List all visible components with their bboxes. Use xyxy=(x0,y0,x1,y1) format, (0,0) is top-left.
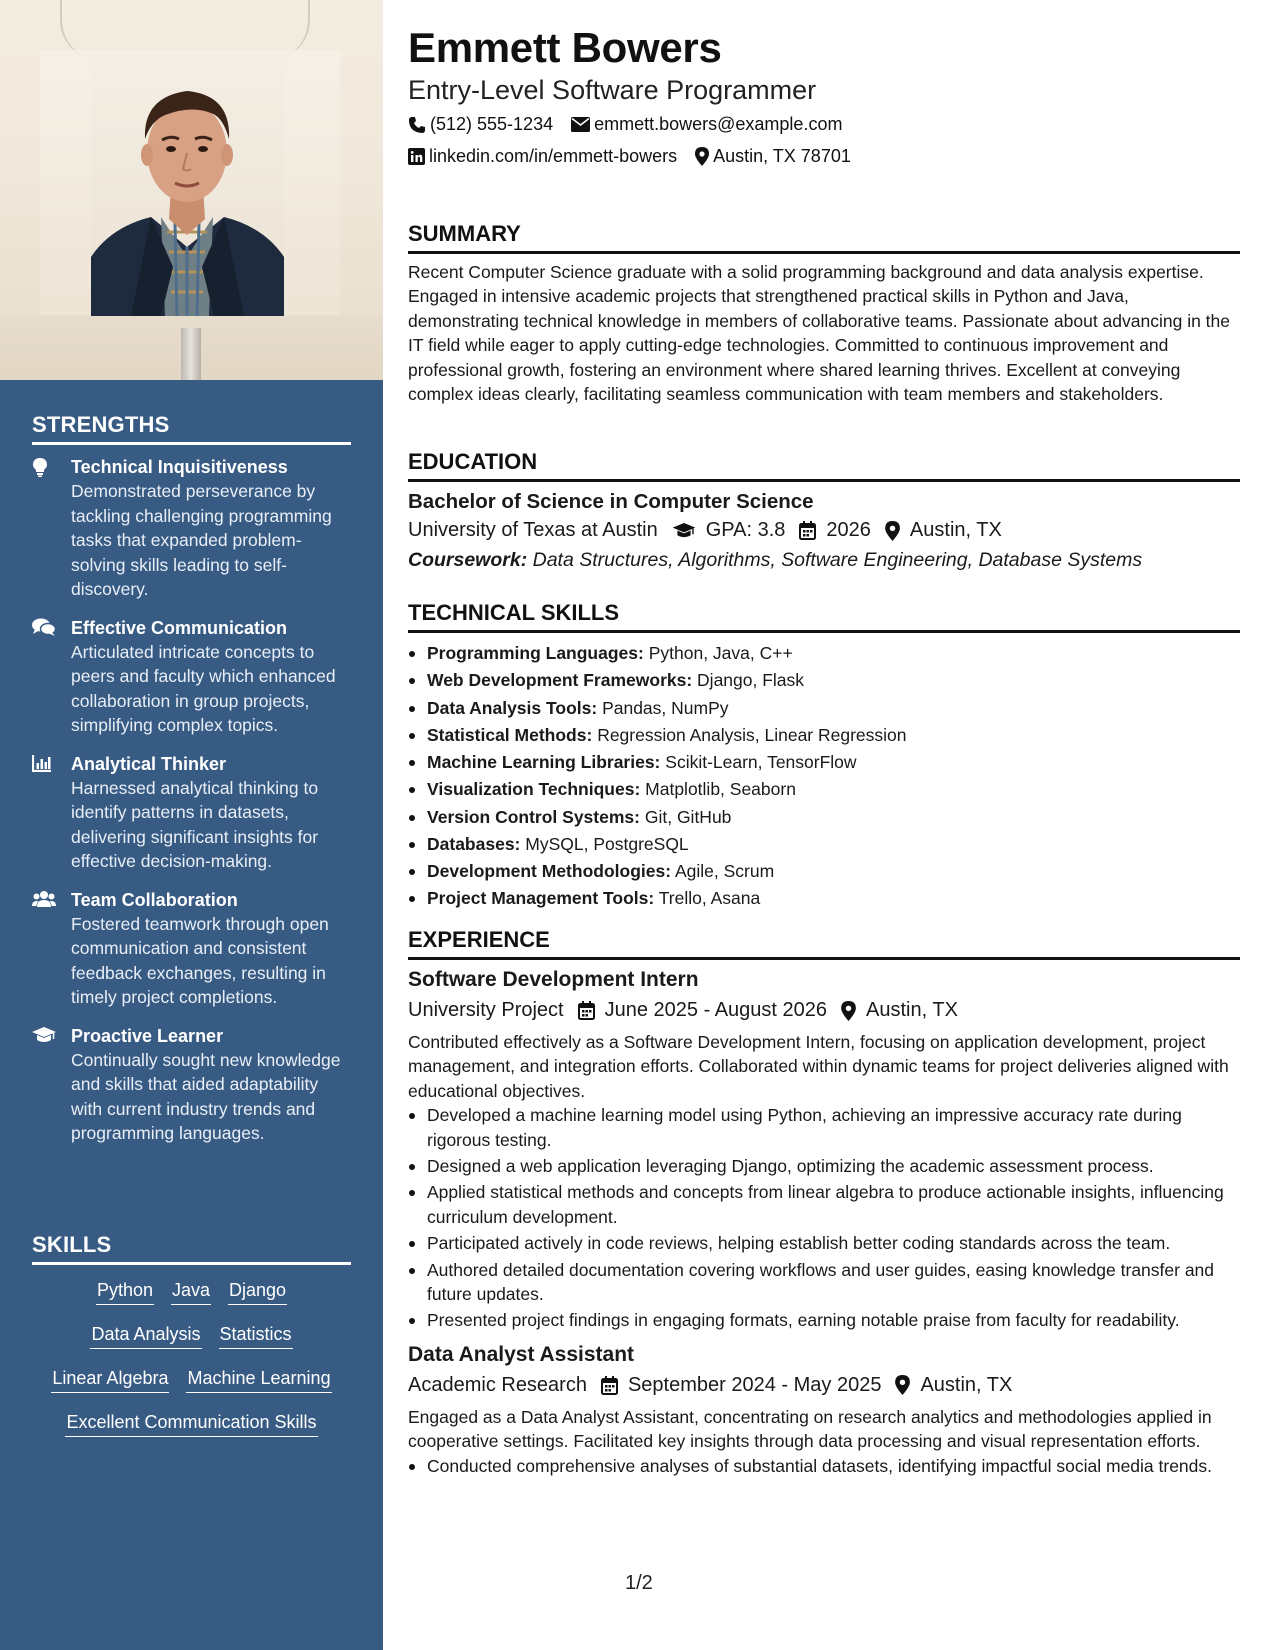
strength-description: Articulated intricate concepts to peers and faculty which enhanced collaboration in group projects, simplifying complex topics. xyxy=(71,641,336,735)
skills-tags xyxy=(32,1279,351,1437)
job-meta xyxy=(408,1374,1240,1397)
gpa-text: GPA: 3.8 xyxy=(705,519,786,541)
education-location-item xyxy=(885,519,1002,542)
graduation-cap-icon xyxy=(672,522,696,539)
technical-skill-item: Visualization Techniques: Matplotlib, Seaborn xyxy=(408,777,1240,801)
summary-heading: SUMMARY xyxy=(408,221,1240,254)
phone-text: (512) 555-1234 xyxy=(430,114,554,134)
comments-icon xyxy=(32,618,54,638)
strengths-heading: STRENGTHS xyxy=(32,412,351,445)
job-dates-item xyxy=(578,999,827,1022)
job-bullet: Presented project findings in engaging formats, earning notable praise from faculty for readability. xyxy=(408,1308,1240,1332)
strength-description: Fostered teamwork through open communication and consistent feedback exchanges, resulting in timely project completions. xyxy=(71,913,329,1007)
technical-skill-item: Programming Languages: Python, Java, C++ xyxy=(408,641,1240,665)
strength-item xyxy=(32,1024,351,1146)
calendar-icon xyxy=(799,521,816,540)
calendar-icon xyxy=(601,1376,618,1395)
gpa-item xyxy=(672,519,786,542)
school-name: University of Texas at Austin xyxy=(408,519,658,541)
summary-text: Recent Computer Science graduate with a solid programming background and data analysis expertise. Engaged in intensive academic projects that strengthened practical skills in Python and Java, demonstrating technical knowledge in members of collaborative teams. Passionate about advancing in the IT field while eager to apply cutting-edge technologies. Committed to continuous improvement and professional growth, fostering an environment where shared learning thrives. Excellent at conveying complex ideas clearly, facilitating seamless communication with team members and stakeholders. xyxy=(408,262,1231,405)
job-entry xyxy=(408,1343,1240,1478)
job-dates: September 2024 - May 2025 xyxy=(627,1373,882,1396)
candidate-name: Emmett Bowers xyxy=(408,24,722,71)
linkedin-icon xyxy=(408,148,425,165)
job-location-item xyxy=(841,999,958,1022)
job-location-item xyxy=(895,1374,1012,1397)
job-bullets xyxy=(408,1454,1240,1478)
job-dates: June 2025 - August 2026 xyxy=(604,999,828,1021)
linkedin-contact[interactable] xyxy=(408,146,677,167)
education-location: Austin, TX xyxy=(909,519,1002,541)
job-location: Austin, TX xyxy=(920,1373,1013,1396)
envelope-icon xyxy=(571,117,590,132)
graduation-cap-icon xyxy=(32,1026,54,1046)
profile-photo xyxy=(91,57,284,316)
strength-title: Team Collaboration xyxy=(71,889,238,910)
email-text[interactable]: emmett.bowers@example.com xyxy=(594,114,843,134)
skill-tag: Python xyxy=(96,1279,154,1305)
job-bullet: Conducted comprehensive analyses of substantial datasets, identifying impactful social media trends. xyxy=(408,1454,1240,1478)
lightbulb-icon xyxy=(32,457,54,477)
skill-tag: Django xyxy=(228,1279,287,1305)
skill-tag: Statistics xyxy=(219,1323,293,1349)
skill-row xyxy=(32,1279,351,1305)
job-org: Academic Research xyxy=(408,1373,587,1396)
coursework-label: Coursework: xyxy=(408,549,528,571)
job-bullet: Participated actively in code reviews, helping establish better coding standards across the team. xyxy=(408,1231,1240,1255)
contact-row-2 xyxy=(408,146,869,167)
contact-row-1 xyxy=(408,114,860,135)
phone-contact xyxy=(408,114,553,135)
job-title: Data Analyst Assistant xyxy=(408,1342,635,1366)
profile-photo-area xyxy=(0,0,383,380)
strength-item xyxy=(32,616,351,738)
education-meta xyxy=(408,519,1240,542)
skills-section xyxy=(32,1232,351,1455)
calendar-icon xyxy=(578,1001,595,1020)
strengths-section xyxy=(32,412,351,1146)
technical-skill-item: Databases: MySQL, PostgreSQL xyxy=(408,832,1240,856)
technical-skill-item: Web Development Frameworks: Django, Flask xyxy=(408,668,1240,692)
map-marker-icon xyxy=(885,521,900,541)
email-contact[interactable] xyxy=(571,114,842,135)
strength-title: Technical Inquisitiveness xyxy=(71,457,288,477)
strength-description: Harnessed analytical thinking to identify patterns in datasets, delivering significant insights for effective decision-making. xyxy=(71,777,319,871)
job-bullet: Authored detailed documentation covering workflows and user guides, easing knowledge transfer and future updates. xyxy=(408,1258,1240,1307)
technical-skill-item: Development Methodologies: Agile, Scrum xyxy=(408,859,1240,883)
users-icon xyxy=(32,890,54,910)
technical-skill-item: Machine Learning Libraries: Scikit-Learn, TensorFlow xyxy=(408,750,1240,774)
phone-icon xyxy=(408,116,426,134)
experience-section xyxy=(408,927,1240,1480)
sidebar xyxy=(0,0,383,1650)
map-marker-icon xyxy=(895,1375,910,1395)
map-marker-icon xyxy=(695,147,709,166)
skill-tag: Java xyxy=(171,1279,211,1305)
strength-item xyxy=(32,455,351,602)
coursework xyxy=(408,549,1240,572)
summary-section xyxy=(408,221,1240,406)
strength-title: Proactive Learner xyxy=(71,1025,224,1046)
skill-tag: Linear Algebra xyxy=(51,1367,169,1393)
technical-skill-item: Project Management Tools: Trello, Asana xyxy=(408,886,1240,910)
technical-skill-item: Statistical Methods: Regression Analysis, Linear Regression xyxy=(408,723,1240,747)
technical-skill-item: Version Control Systems: Git, GitHub xyxy=(408,805,1240,829)
technical-skills-list xyxy=(408,641,1240,911)
year-item xyxy=(799,519,871,542)
job-summary: Engaged as a Data Analyst Assistant, concentrating on research analytics and methodologies applied in cooperative settings. Facilitated key insights through data processing and visual representation efforts. xyxy=(408,1406,1212,1452)
job-title: Software Development Intern xyxy=(408,968,699,991)
graduation-year: 2026 xyxy=(826,519,871,541)
job-dates-item xyxy=(601,1374,882,1397)
job-bullet: Applied statistical methods and concepts from linear algebra to produce actionable insights, influencing curriculum development. xyxy=(408,1180,1240,1229)
job-org: University Project xyxy=(408,999,564,1021)
background-pillar xyxy=(181,328,201,380)
strength-description: Demonstrated perseverance by tackling challenging programming tasks that expanded problem-solving skills leading to self-discovery. xyxy=(71,481,332,599)
location-contact xyxy=(695,146,851,167)
education-section xyxy=(408,449,1240,572)
strength-item xyxy=(32,752,351,874)
job-summary: Contributed effectively as a Software Development Intern, focusing on application development, project management, and integration efforts. Collaborated within dynamic teams for project deliveries aligned with educational objectives. xyxy=(408,1032,1229,1101)
degree-title: Bachelor of Science in Computer Science xyxy=(408,490,814,513)
skill-tag: Data Analysis xyxy=(90,1323,201,1349)
candidate-title: Entry-Level Software Programmer xyxy=(408,75,817,105)
job-location: Austin, TX xyxy=(866,999,958,1021)
strength-item xyxy=(32,888,351,1010)
job-bullet: Designed a web application leveraging Django, optimizing the academic assessment process. xyxy=(408,1154,1240,1178)
job-meta xyxy=(408,999,1240,1022)
location-text: Austin, TX 78701 xyxy=(713,146,851,166)
education-heading: EDUCATION xyxy=(408,449,1240,482)
page-number: 1/2 xyxy=(625,1572,653,1594)
strength-title: Analytical Thinker xyxy=(71,753,227,774)
strength-title: Effective Communication xyxy=(71,617,288,638)
main-content xyxy=(408,0,1240,1650)
chart-icon xyxy=(32,754,54,774)
technical-skills-heading: TECHNICAL SKILLS xyxy=(408,600,1240,633)
skill-tag: Excellent Communication Skills xyxy=(65,1411,317,1437)
skill-row xyxy=(32,1323,351,1349)
coursework-list: Data Structures, Algorithms, Software Engineering, Database Systems xyxy=(532,549,1143,571)
experience-heading: EXPERIENCE xyxy=(408,927,1240,960)
technical-skill-item: Data Analysis Tools: Pandas, NumPy xyxy=(408,696,1240,720)
skill-row xyxy=(32,1367,351,1393)
skill-tag: Machine Learning xyxy=(186,1367,331,1393)
job-bullets xyxy=(408,1103,1240,1333)
technical-skills-section xyxy=(408,600,1240,914)
skill-row xyxy=(32,1411,351,1437)
strength-description: Continually sought new knowledge and skills that aided adaptability with current industry trends and programming languages. xyxy=(71,1049,341,1143)
map-marker-icon xyxy=(841,1001,856,1021)
linkedin-text[interactable]: linkedin.com/in/emmett-bowers xyxy=(429,146,678,166)
job-bullet: Developed a machine learning model using Python, achieving an impressive accuracy rate during rigorous testing. xyxy=(408,1103,1240,1152)
job-entry xyxy=(408,968,1240,1333)
skills-heading: SKILLS xyxy=(32,1232,351,1265)
